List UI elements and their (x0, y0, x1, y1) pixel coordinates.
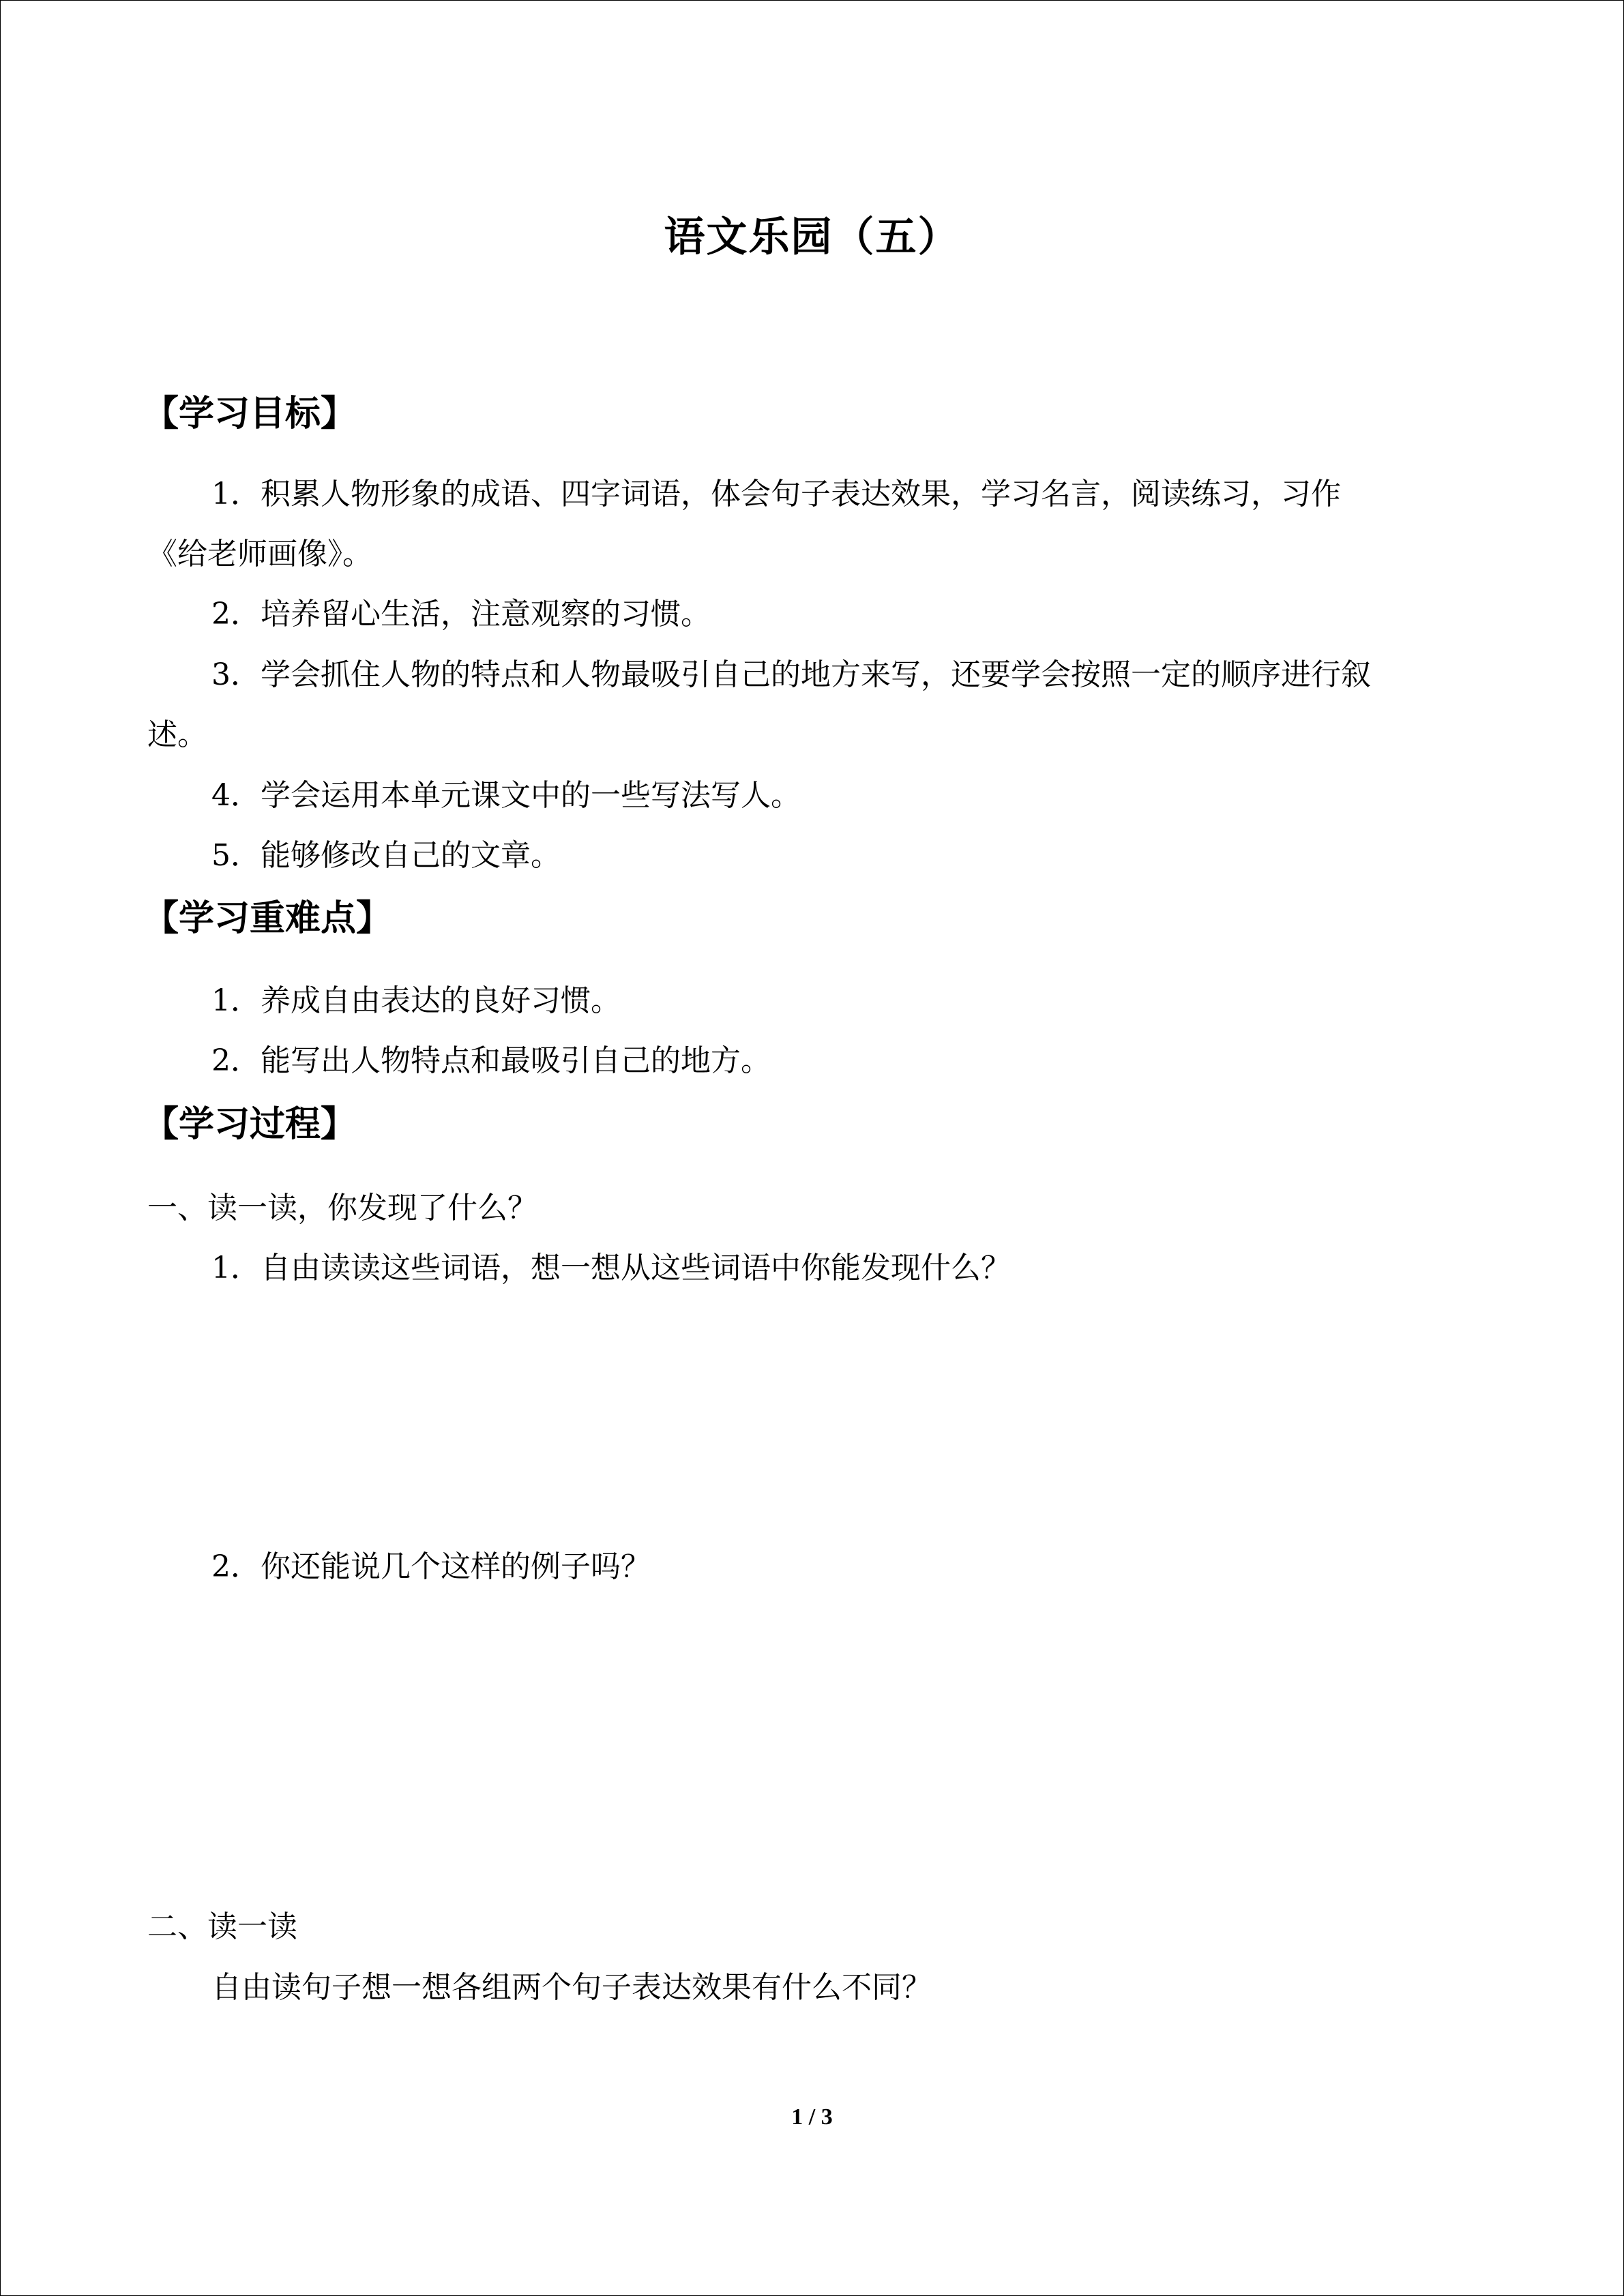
process-part-1-title: 一、读一读，你发现了什么？ (147, 1191, 537, 1225)
goal-item-3-line-2: 述。 (147, 717, 207, 752)
process-part-2-title: 二、读一读 (147, 1909, 297, 1944)
goal-item-4: 4．学会运用本单元课文中的一些写法写人。 (211, 778, 801, 813)
page-title: 语文乐园（五） (664, 213, 960, 261)
goal-item-1-line-1: 1．积累人物形象的成语、四字词语，体会句子表达效果，学习名言，阅读练习，习作 (211, 477, 1341, 511)
goal-item-2: 2．培养留心生活，注意观察的习惯。 (211, 597, 711, 631)
section-heading-key-points: 【学习重难点】 (143, 898, 392, 939)
key-point-item-2: 2．能写出人物特点和最吸引自己的地方。 (211, 1043, 771, 1078)
page-number: 1 / 3 (791, 2104, 833, 2130)
goal-item-1-line-2: 《给老师画像》。 (147, 537, 372, 571)
section-heading-process: 【学习过程】 (143, 1104, 357, 1145)
goal-item-5: 5．能够修改自己的文章。 (211, 838, 561, 873)
goal-item-3-line-1: 3．学会抓住人物的特点和人物最吸引自己的地方来写，还要学会按照一定的顺序进行叙 (211, 657, 1371, 692)
process-part-2-text: 自由读句子想一想各组两个句子表达效果有什么不同？ (211, 1970, 932, 2005)
process-part-1-question-2: 2．你还能说几个这样的例子吗？ (211, 1549, 651, 1584)
key-point-item-1: 1．养成自由表达的良好习惯。 (211, 983, 621, 1018)
section-heading-goals: 【学习目标】 (143, 393, 357, 434)
process-part-1-question-1: 1．自由读读这些词语，想一想从这些词语中你能发现什么？ (211, 1251, 1011, 1285)
